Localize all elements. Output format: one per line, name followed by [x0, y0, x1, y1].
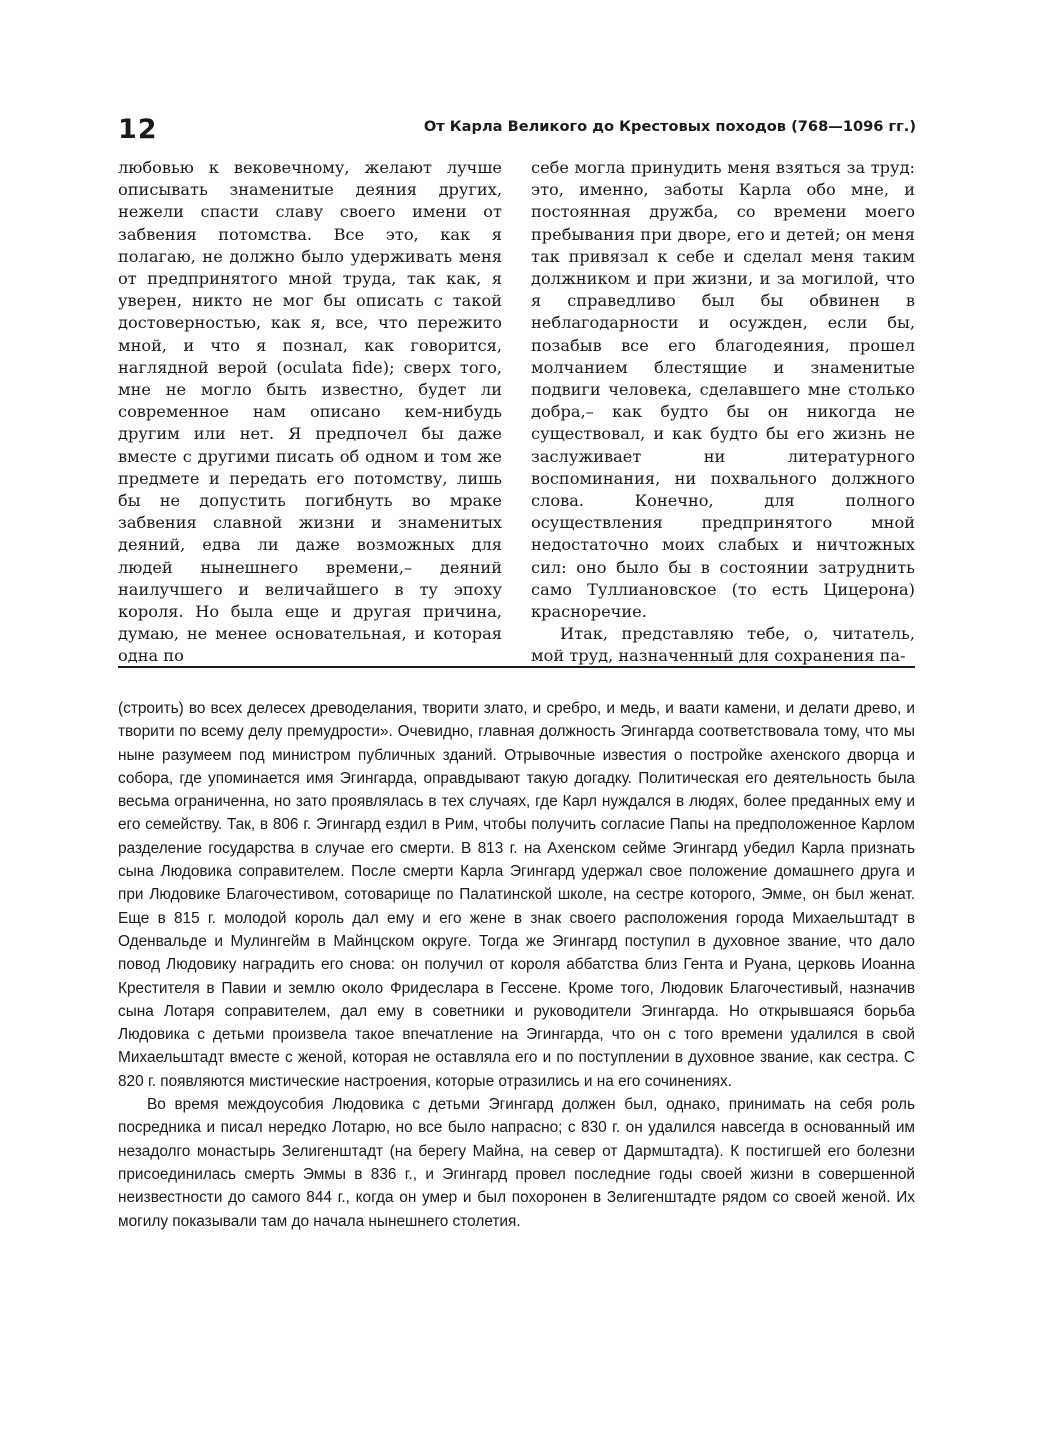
footnote-paragraph-2: Во время междоусобия Людовика с детьми Эгингард должен был, однако, принимать на себя роль посредника и писал нередко Лотарю, но все было напрасно; с 830 г. он удалился навсегда в основанный им незадолго монастырь Зелигенштадт (на берегу Майна, на север от Дармштадта). К постигшей его болезни присоединилась смерть Эммы в 836 г., и Эгингард провел последние годы своей жизни в совершенной неизвестности до самого 844 г., когда он умер и был похоронен в Зелигенштадте рядом со своей женой. Их могилу показывали там до начала нынешнего столетия.	[118, 1096, 915, 1230]
footnote-paragraph-1: (строить) во всех делесех древоделания, творити злато, и сребро, и медь, и ваати камени, и делати древо, и творити по всему делу премудрости». Очевидно, главная должность Эгингарда соответствовала тому, что мы ныне разумеем под министром публичных зданий. Отрывочные известия о постройке ахенского дворца и собора, где упоминается имя Эгингарда, оправдывают такую догадку. Политическая его деятельность была весьма ограниченна, но зато проявлялась в тех случаях, где Карл нуждался в людях, более преданных ему и его семейству. Так, в 806 г. Эгингард ездил в Рим, чтобы получить согласие Папы на предположенное Карлом разделение государства в случае его смерти. В 813 г. на Ахенском сейме Эгингард убедил Карла признать сына Людовика соправителем. После смерти Карла Эгингард удержал свое положение домашнего друга и при Людовике Благочестивом, сотоварище по Палатинской школе, на сестре которого, Эмме, он был женат. Еще в 815 г. молодой король дал ему и его жене в знак своего расположения города Михаельштадт в Оденвальде и Мулингейм в Майнцском округе. Тогда же Эгингард поступил в духовное звание, что дало повод Людовику наградить его снова: он получил от короля аббатства близ Гента и Руана, церковь Иоанна Крестителя в Павии и землю около Фридеслара в Гессене. Кроме того, Людовик Благочестивый, назначив сына Лотаря соправителем, дал ему в советники и руководители Эгингарда. Но открывшаяся борьба Людовика с детьми произвела такое впечатление на Эгингарда, что он с того времени удалился в свой Михаельштадт вместе с женой, которая не оставляла его и по поступлении в духовное звание, как сестра. С 820 г. появляются мистические настроения, которые отразились и на его сочинениях.	[118, 700, 915, 1090]
main-text-right-column	[531, 157, 915, 668]
main-text-left-column	[118, 157, 502, 668]
footnote	[118, 697, 915, 1233]
right-column-paragraph-2: Итак, представляю тебе, о, читатель, мой труд, назначенный для сохранения па-	[531, 624, 915, 666]
running-header: От Карла Великого до Крестовых походов (768—1096 гг.)	[423, 118, 916, 135]
left-column-paragraph: любовью к вековечному, желают лучше описывать знаменитые деяния других, нежели спасти славу своего имени от забвения потомства. Все это, как я полагаю, не должно было удерживать меня от предпринятого мной труда, так как, я уверен, никто не мог бы описать с такой достоверностью, как я, все, что пережито мной, и что я познал, как говорится, наглядной верой (oculata fide); сверх того, мне не могло быть известно, будет ли современное нам описано кем-нибудь другим или нет. Я предпочел бы даже вместе с другими писать об одном и том же предмете и передать его потомству, лишь бы не допустить погибнуть во мраке забвения славной жизни и знаменитых деяний, едва ли даже возможных для людей нынешнего времени,– деяний наилучшего и величайшего в ту эпоху короля. Но была еще и другая причина, думаю, не менее основательная, и которая одна по	[118, 158, 502, 666]
page-number: 12	[118, 114, 158, 145]
footnote-separator	[118, 666, 915, 668]
right-column-paragraph-1: себе могла принудить меня взяться за труд: это, именно, заботы Карла обо мне, и постоянная дружба, со времени моего пребывания при дворе, его и детей; он меня так привязал к себе и сделал меня таким должником и при жизни, и за могилой, что я справедливо был бы обвинен в неблагодарности и осужден, если бы, позабыв все его благодеяния, прошел молчанием блестящие и знаменитые подвиги человека, сделавшего мне столько добра,– как будто бы он никогда не существовал, и как будто бы его жизнь не заслуживает ни литературного воспоминания, ни похвального должного слова. Конечно, для полного осуществления предпринятого мной недостаточно моих слабых и ничтожных сил: оно было бы в состоянии затруднить само Туллиановское (то есть Цицерона) красноречие.	[531, 158, 915, 622]
